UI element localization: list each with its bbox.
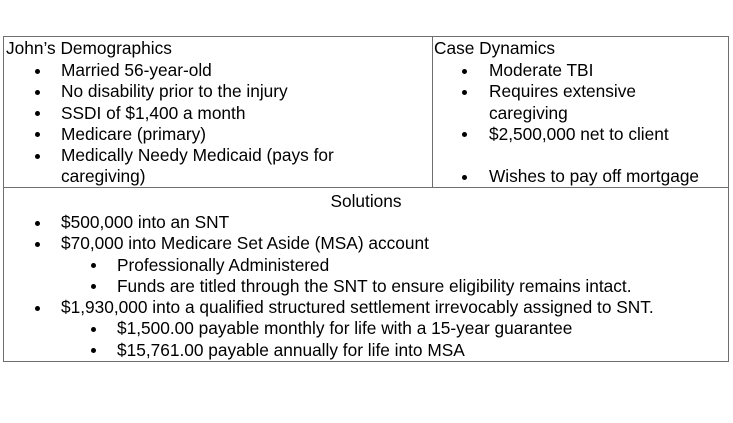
list-item bbox=[4, 297, 726, 318]
list-item bbox=[4, 318, 726, 339]
solutions-title: Solutions bbox=[330, 191, 402, 211]
bullet-icon bbox=[35, 242, 40, 247]
solution-subitem-text: $1,500.00 payable monthly for life with a 15-year guarantee bbox=[117, 318, 573, 339]
list-item bbox=[4, 255, 726, 276]
case-dynamics-list bbox=[433, 60, 726, 188]
bullet-icon bbox=[462, 175, 467, 180]
solutions-list bbox=[4, 212, 726, 361]
list-item bbox=[433, 60, 726, 81]
solution-subitem-text: Funds are titled through the SNT to ensure eligibility remains intact. bbox=[117, 275, 632, 296]
solution-item-text: $1,930,000 into a qualified structured settlement irrevocably assigned to SNT. bbox=[61, 297, 654, 318]
case-item-text: Requires extensive caregiving bbox=[489, 81, 636, 123]
bullet-icon bbox=[91, 284, 96, 289]
solution-item-text: $500,000 into an SNT bbox=[61, 212, 230, 232]
bullet-icon bbox=[35, 69, 40, 74]
list-item bbox=[4, 340, 726, 361]
solution-subitem-text: $15,761.00 payable annually for life into MSA bbox=[117, 339, 465, 360]
demographics-box bbox=[3, 36, 433, 188]
demographics-item-text: Medicare (primary) bbox=[61, 123, 206, 144]
case-dynamics-title: Case Dynamics bbox=[434, 38, 556, 58]
bullet-icon bbox=[462, 132, 467, 137]
list-item bbox=[4, 124, 429, 145]
demographics-item-text: SSDI of $1,400 a month bbox=[61, 102, 246, 123]
list-item bbox=[4, 81, 429, 102]
list-item bbox=[4, 145, 361, 188]
case-item-text: Moderate TBI bbox=[489, 60, 594, 80]
list-item bbox=[4, 60, 429, 81]
list-item bbox=[4, 233, 726, 254]
bullet-icon bbox=[462, 90, 467, 95]
case-item-text: Wishes to pay off mortgage bbox=[489, 166, 700, 187]
list-item bbox=[433, 166, 726, 187]
bullet-icon bbox=[35, 221, 40, 226]
bullet-icon bbox=[35, 306, 40, 311]
bullet-icon bbox=[91, 263, 96, 268]
bullet-icon bbox=[91, 327, 96, 332]
list-item bbox=[4, 212, 726, 233]
case-dynamics-box bbox=[432, 36, 729, 188]
list-item bbox=[4, 276, 726, 297]
demographics-title: John’s Demographics bbox=[6, 38, 172, 58]
list-item bbox=[433, 81, 659, 124]
case-item-text: $2,500,000 net to client bbox=[489, 123, 669, 144]
solution-subitem-text: Professionally Administered bbox=[117, 254, 330, 275]
list-item bbox=[4, 103, 429, 124]
bullet-icon bbox=[91, 348, 96, 353]
list-item bbox=[433, 124, 726, 145]
solution-item-text: $70,000 into Medicare Set Aside (MSA) account bbox=[61, 233, 429, 254]
demographics-item-text: Married 56-year-old bbox=[61, 60, 212, 80]
demographics-list bbox=[4, 60, 429, 188]
bullet-icon bbox=[35, 90, 40, 95]
solutions-box bbox=[3, 187, 729, 362]
bullet-icon bbox=[35, 111, 40, 116]
bullet-icon bbox=[35, 154, 40, 159]
demographics-item-text: Medically Needy Medicaid (pays for caregiving) bbox=[61, 145, 334, 187]
bullet-icon bbox=[35, 132, 40, 137]
bullet-icon bbox=[462, 69, 467, 74]
demographics-item-text: No disability prior to the injury bbox=[61, 81, 288, 102]
